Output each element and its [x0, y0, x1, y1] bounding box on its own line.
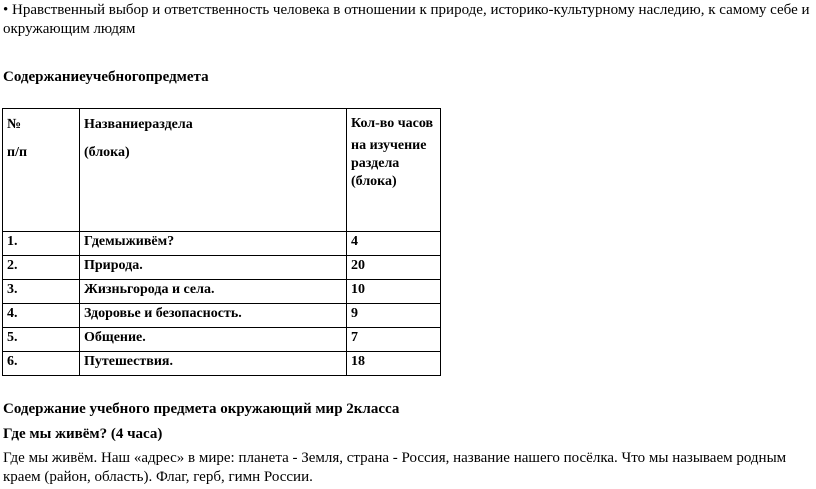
header-hours-line2: на изучение раздела (блока) — [351, 138, 427, 189]
header-hours-line1: Кол-во часов — [351, 116, 434, 131]
header-number-line1: № — [7, 117, 22, 132]
table-row — [3, 328, 441, 352]
header-name-cell — [80, 109, 347, 232]
row-section-name: Путешествия. — [80, 352, 347, 376]
row-section-name: Гдемыживём? — [80, 232, 347, 256]
row-hours: 18 — [347, 352, 441, 376]
sections-table — [2, 108, 441, 376]
row-number: 2. — [3, 256, 80, 280]
row-hours: 9 — [347, 304, 441, 328]
header-name-line2: (блока) — [84, 145, 130, 160]
header-name-line1: Названиераздела — [84, 117, 193, 132]
row-number: 6. — [3, 352, 80, 376]
table-row — [3, 280, 441, 304]
row-hours: 20 — [347, 256, 441, 280]
table-row — [3, 304, 441, 328]
row-section-name: Жизньгорода и села. — [80, 280, 347, 304]
section-heading: Где мы живём? (4 часа) — [3, 426, 163, 442]
row-section-name: Общение. — [80, 328, 347, 352]
row-section-name: Природа. — [80, 256, 347, 280]
row-hours: 7 — [347, 328, 441, 352]
header-hours-cell — [347, 109, 441, 232]
row-number: 1. — [3, 232, 80, 256]
row-number: 4. — [3, 304, 80, 328]
table-header-row — [3, 109, 441, 232]
subject-heading: Содержание учебного предмета окружающий мир 2класса — [3, 401, 400, 417]
row-number: 3. — [3, 280, 80, 304]
section-paragraph: Где мы живём. Наш «адрес» в мире: планета - Земля, страна - Россия, название нашего посёлка. Что мы называем родным краем (район, область). Флаг, герб, гимн России. — [3, 450, 787, 485]
row-hours: 4 — [347, 232, 441, 256]
header-number-line2: п/п — [7, 145, 28, 160]
row-section-name: Здоровье и безопасность. — [80, 304, 347, 328]
table-row — [3, 232, 441, 256]
row-hours: 10 — [347, 280, 441, 304]
content-heading: Содержаниеучебногопредмета — [3, 69, 209, 85]
intro-paragraph: • Нравственный выбор и ответственность человека в отношении к природе, историко-культурному наследию, к самому себе и окружающим людям — [3, 2, 810, 37]
table-row — [3, 352, 441, 376]
table-row — [3, 256, 441, 280]
header-number-cell — [3, 109, 80, 232]
row-number: 5. — [3, 328, 80, 352]
